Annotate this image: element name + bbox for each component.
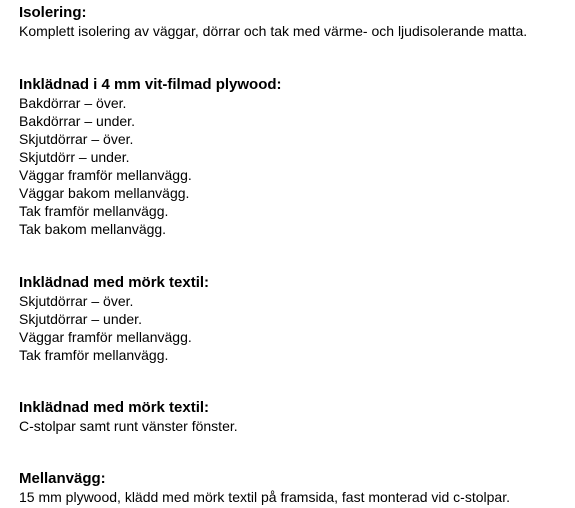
section-line: Komplett isolering av väggar, dörrar och tak med värme- och ljudisolerande matta. — [19, 23, 528, 39]
section-title: Inklädnad med mörk textil: — [19, 274, 210, 291]
section-inkladnad-textil — [19, 274, 571, 364]
section-title: Mellanvägg: — [19, 470, 106, 487]
document-body — [19, 4, 571, 506]
section-title: Inklädnad i 4 mm vit-filmad plywood: — [19, 76, 282, 93]
section-line: Väggar framför mellanvägg. — [19, 167, 192, 183]
section-line: Väggar framför mellanvägg. — [19, 329, 192, 345]
section-inkladnad-textil-cstolpar — [19, 399, 571, 435]
section-line: Tak framför mellanvägg. — [19, 203, 169, 219]
section-line: 15 mm plywood, klädd med mörk textil på framsida, fast monterad vid c-stolpar. — [19, 489, 510, 505]
section-isolering — [19, 4, 571, 40]
section-line: Tak bakom mellanvägg. — [19, 221, 167, 237]
section-title: Inklädnad med mörk textil: — [19, 399, 210, 416]
section-line: Skjutdörrar – över. — [19, 293, 134, 309]
section-line: Bakdörrar – under. — [19, 113, 135, 129]
section-mellanvagg — [19, 470, 571, 506]
section-line: C-stolpar samt runt vänster fönster. — [19, 418, 238, 434]
section-title: Isolering: — [19, 4, 87, 21]
section-line: Väggar bakom mellanvägg. — [19, 185, 190, 201]
section-line: Bakdörrar – över. — [19, 95, 127, 111]
section-inkladnad-plywood — [19, 76, 571, 238]
section-line: Tak framför mellanvägg. — [19, 347, 169, 363]
section-line: Skjutdörrar – under. — [19, 311, 142, 327]
section-line: Skjutdörrar – över. — [19, 131, 134, 147]
section-line: Skjutdörr – under. — [19, 149, 130, 165]
